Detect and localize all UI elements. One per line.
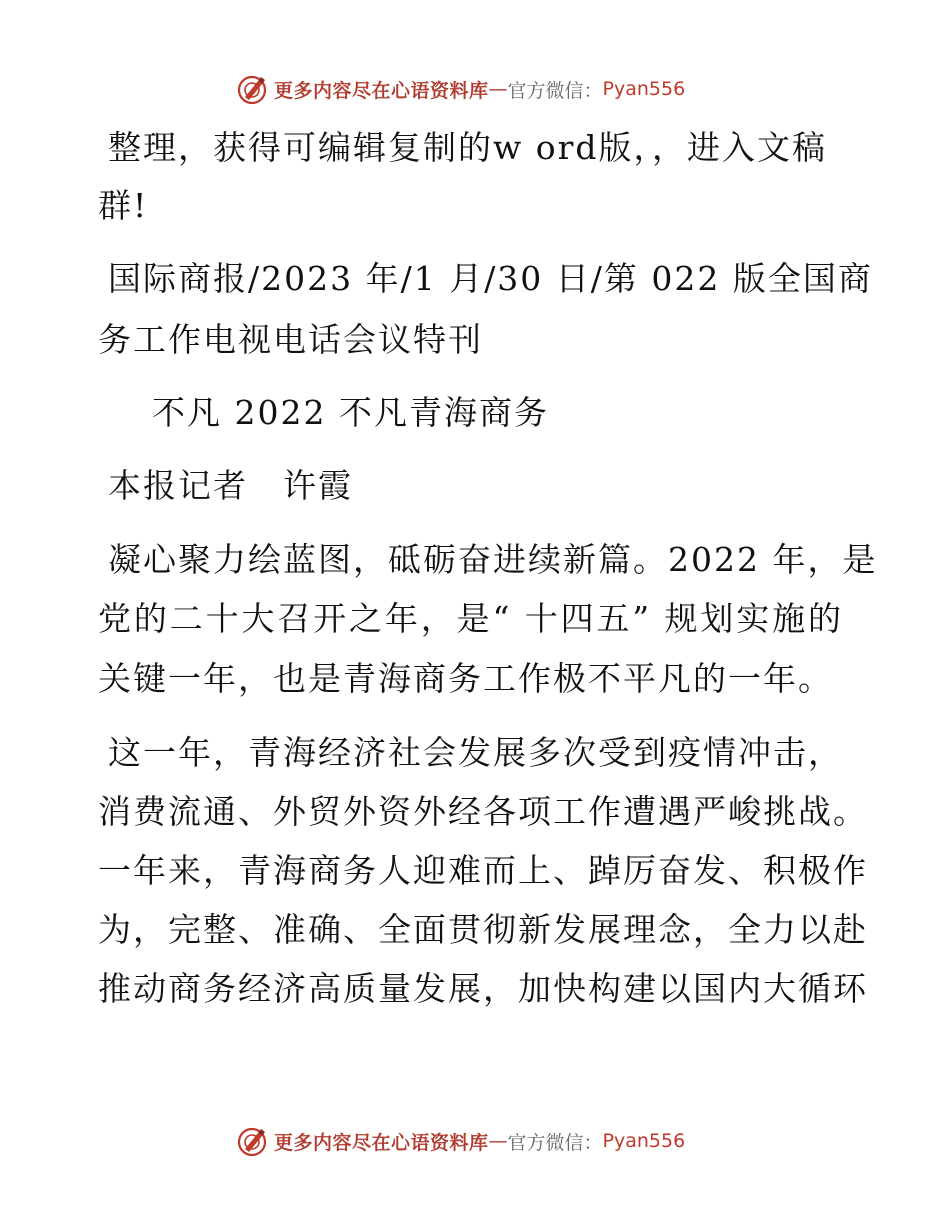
body-line: 推动商务经济高质量发展，加快构建以国内大循环 (98, 969, 868, 1008)
official-wechat-label: 官方微信： (507, 1131, 603, 1154)
pen-logo-icon (236, 1125, 268, 1157)
wechat-handle: Pyan556 (602, 1130, 686, 1152)
official-wechat-label: 官方微信： (507, 79, 603, 102)
body-line: 为，完整、准确、全面贯彻新发展理念，全力以赴 (98, 910, 868, 949)
separator-dash: — (488, 78, 508, 100)
body-line: 凝心聚力绘蓝图，砥砺奋进续新篇。2022 年，是 (108, 540, 878, 579)
promo-text: 更多内容尽在心语资料库 (274, 1131, 489, 1154)
body-line: 一年来，青海商务人迎难而上、踔厉奋发、积极作 (98, 851, 868, 890)
wechat-handle: Pyan556 (602, 78, 686, 100)
article-title: 不凡 2022 不凡青海商务 (152, 393, 549, 432)
separator-dash: — (488, 1130, 508, 1152)
body-line: 关键一年，也是青海商务工作极不平凡的一年。 (98, 659, 833, 698)
body-line: 国际商报/2023 年/1 月/30 日/第 022 版全国商 (108, 259, 873, 298)
body-line: 消费流通、外贸外资外经各项工作遭遇严峻挑战。 (98, 792, 868, 831)
body-line: 这一年，青海经济社会发展多次受到疫情冲击， (108, 733, 843, 772)
promo-text: 更多内容尽在心语资料库 (274, 79, 489, 102)
byline: 本报记者 许霞 (108, 466, 353, 505)
body-line: 党的二十大召开之年，是“ 十四五” 规划实施的 (98, 599, 843, 638)
body-line: 群! (98, 186, 149, 225)
watermark-banner-top (236, 72, 685, 106)
body-line: 整理，获得可编辑复制的w ord版，，进入文稿 (108, 128, 828, 167)
pen-logo-icon (236, 73, 268, 105)
body-line: 务工作电视电话会议特刊 (98, 320, 483, 359)
watermark-banner-bottom (236, 1124, 685, 1158)
